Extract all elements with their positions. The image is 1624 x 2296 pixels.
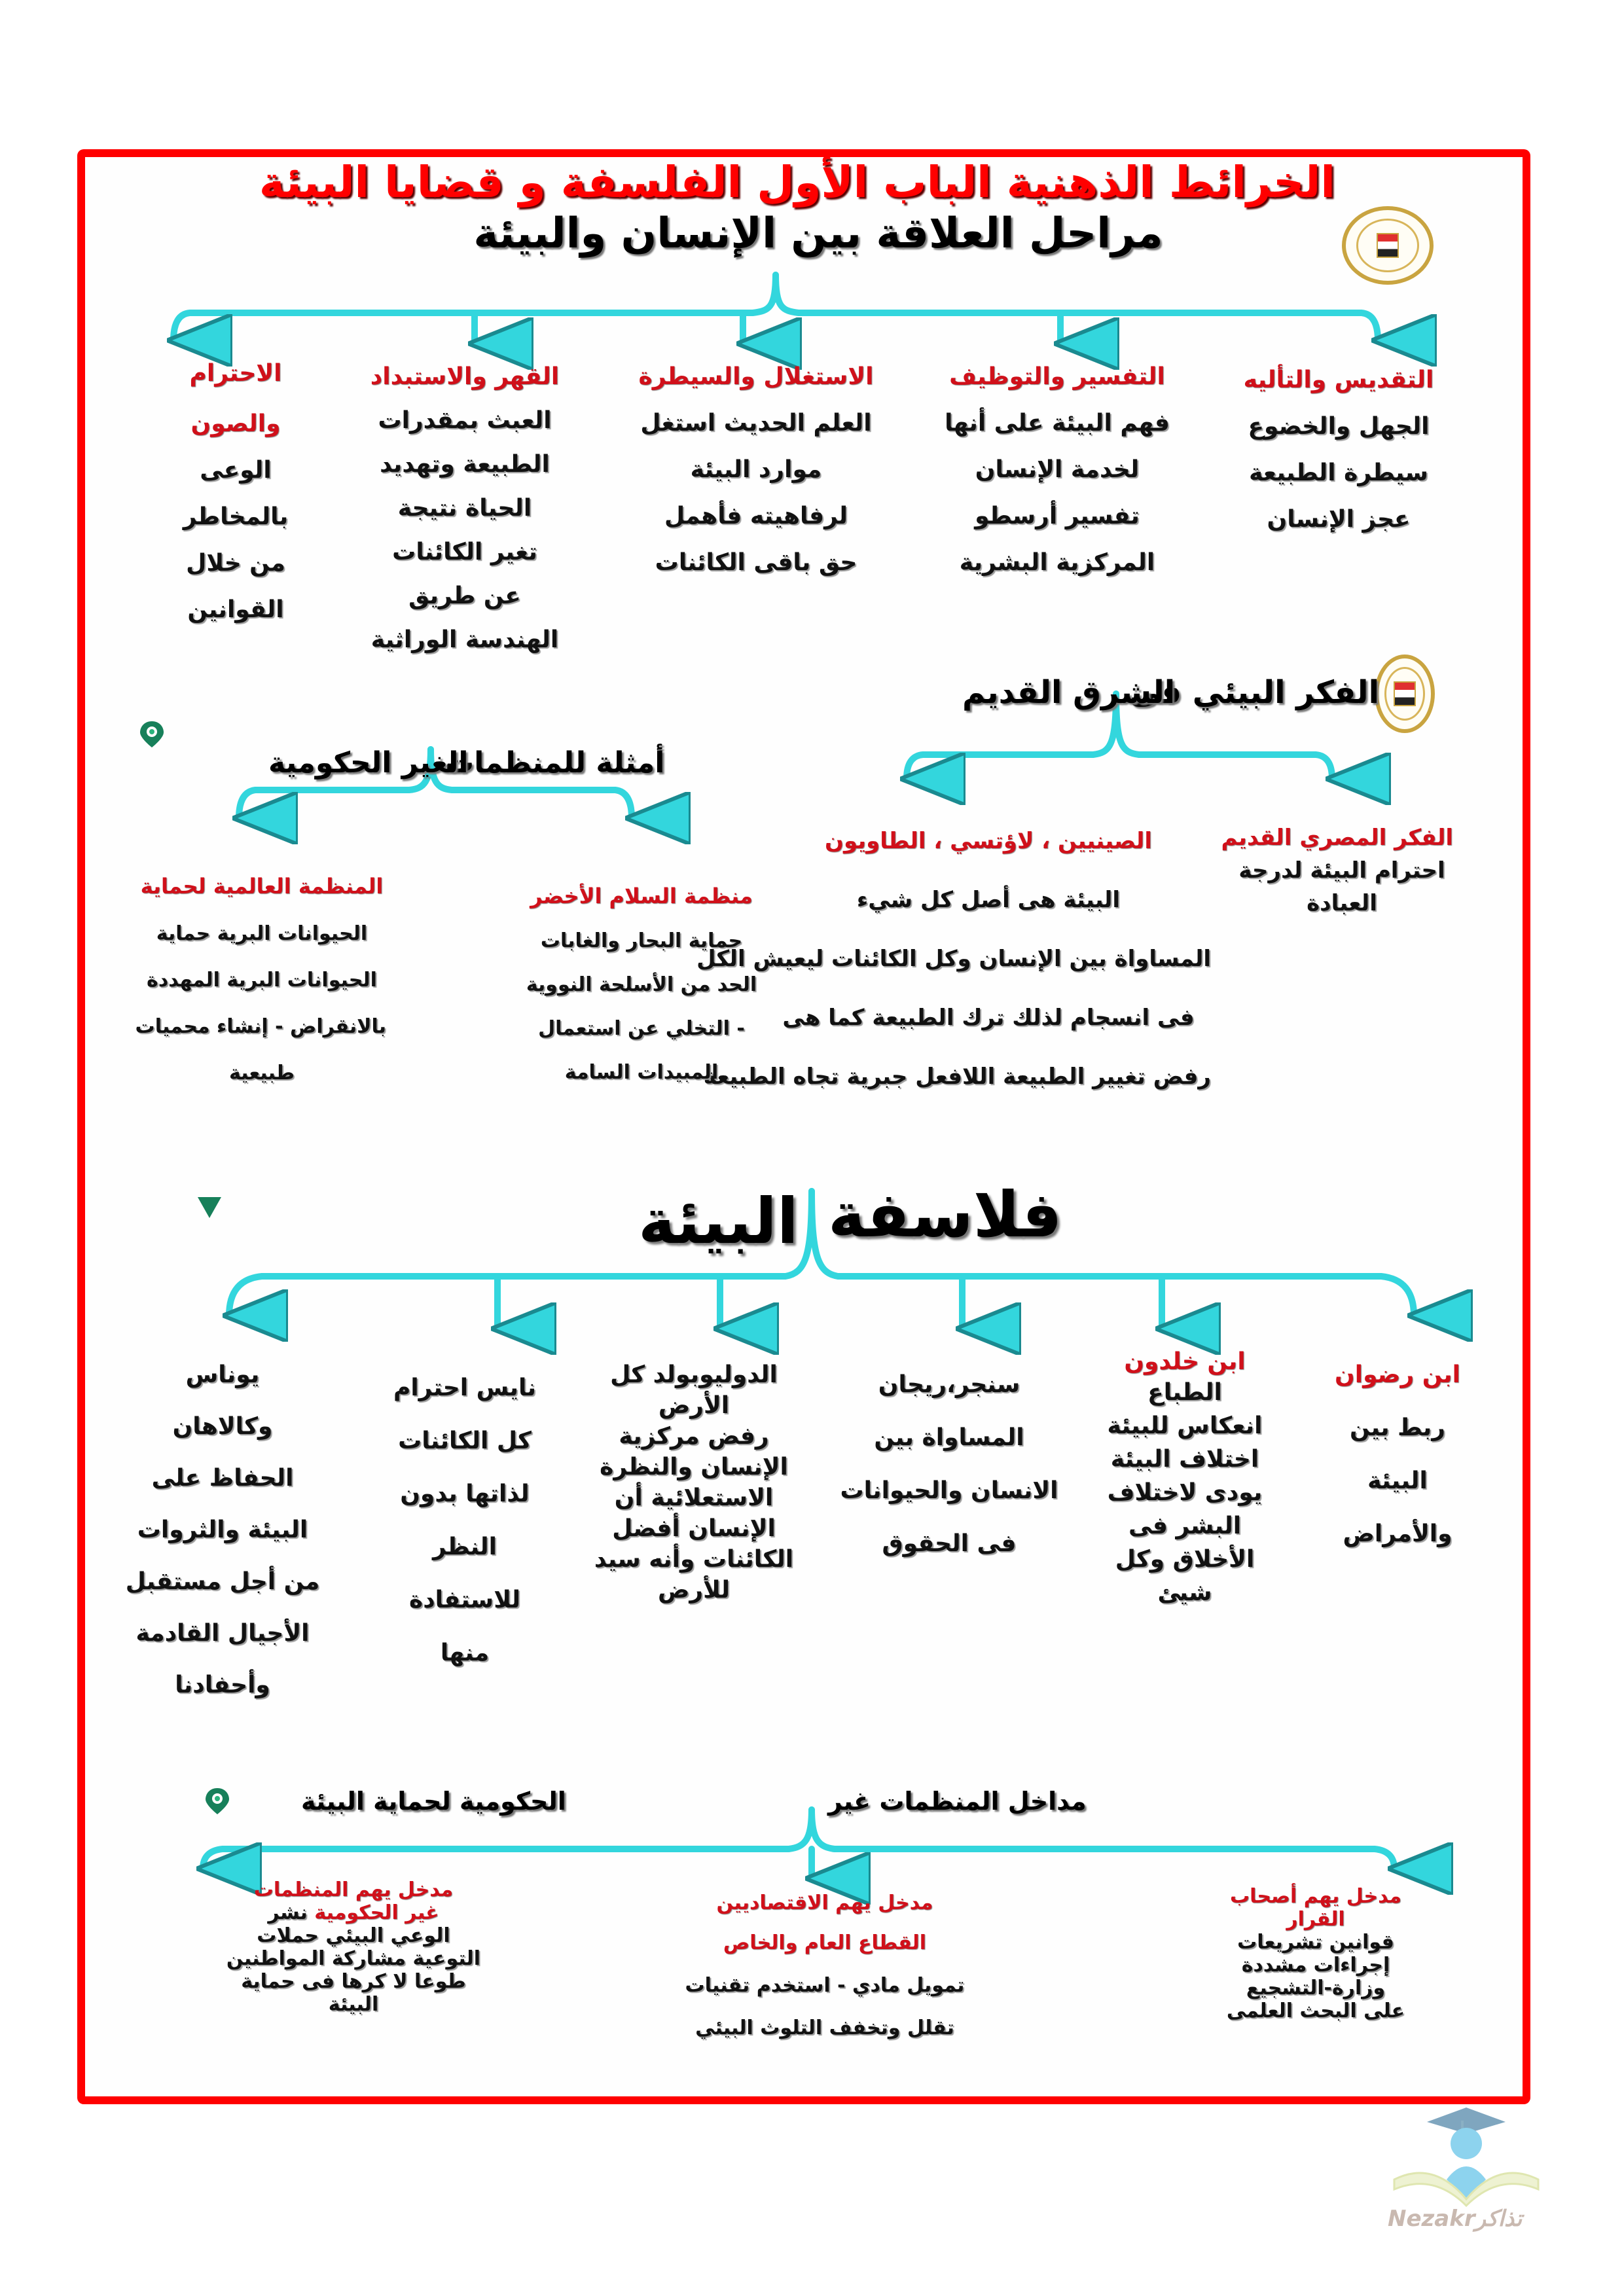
branch-line: البيئة هى أصل كل شيء xyxy=(856,887,1121,913)
stage-column xyxy=(609,363,903,576)
philosopher-line: البشر فى xyxy=(1128,1513,1242,1539)
stage-line: العبث بمقدرات xyxy=(378,407,552,434)
philosopher-line: للأرض xyxy=(657,1577,730,1604)
approach-title: مدخل يهم المنظمات xyxy=(253,1878,454,1901)
approach-title: مدخل يهم الاقتصاديين xyxy=(716,1892,933,1914)
location-pin-icon xyxy=(195,1194,224,1221)
branch-line: احترام البيئة لدرجة xyxy=(1238,857,1445,884)
philosopher-line: وأحفادنا xyxy=(175,1672,270,1698)
philosopher-line: الانسان والحيوانات xyxy=(840,1477,1058,1504)
location-pin-icon xyxy=(203,1787,232,1816)
stage-line: بالمخاطر xyxy=(183,503,289,530)
stage-column xyxy=(347,363,583,653)
stage-line: الجهل والخضوع xyxy=(1248,413,1430,440)
stage-title: القهر والاستبداد xyxy=(370,363,560,390)
philosopher-line: اختلاف البيئة xyxy=(1110,1446,1259,1473)
stage-line: تغير الكائنات xyxy=(392,539,537,565)
stage-line: الطبيعة وتهديد xyxy=(380,451,550,478)
east-branch xyxy=(696,828,1211,1090)
approach-line: الوعي البيئي حملات xyxy=(257,1924,450,1947)
stage-line: العلم الحديث استغل xyxy=(640,410,872,437)
philosopher-line: رفض مركزية xyxy=(619,1423,769,1450)
philosopher-line: للاستفادة xyxy=(408,1587,521,1613)
stage-title: الاستغلال والسيطرة xyxy=(638,363,874,390)
branch-title: المنظمة العالمية لحماية xyxy=(140,874,384,899)
approach-branch xyxy=(164,1878,543,2016)
philosopher-column xyxy=(576,1361,812,1604)
stage-column xyxy=(157,360,314,623)
philosopher-column xyxy=(1316,1361,1479,1547)
philosopher-line: الإنسان أفضل xyxy=(612,1515,776,1542)
ngo-examples-title-1: أمثلة للمنظمات xyxy=(445,746,665,780)
philosopher-line: انعكاس للبيئة xyxy=(1107,1412,1263,1439)
philosopher-line: سنجر،ريجان xyxy=(878,1371,1020,1398)
philosopher-line: الطباع xyxy=(1147,1379,1222,1406)
philosopher-column xyxy=(111,1361,334,1698)
stage-line: فهم البيئة على أنها xyxy=(945,410,1170,437)
approach-title: القرار xyxy=(1286,1908,1345,1931)
philosopher-line: شيئ xyxy=(1157,1579,1212,1606)
philosopher-line: ربط بين xyxy=(1350,1414,1445,1441)
stage-line: لرفاهيته فأهمل xyxy=(664,503,848,529)
approach-line: طوعا لا كرها فى حماية xyxy=(241,1970,466,1993)
stage-title: الاحترام xyxy=(189,360,282,387)
approach-branch xyxy=(589,1892,1060,2039)
stage-line: الوعى xyxy=(200,457,272,484)
branch-line: - التخلي عن استعمال xyxy=(538,1017,745,1040)
ngo-examples-title-2: الغير الحكومية xyxy=(268,746,469,780)
stage-title: التفسير والتوظيف xyxy=(949,363,1165,390)
ngo-branch xyxy=(524,884,759,1084)
branch-line: طبيعية xyxy=(228,1062,295,1085)
stage-line: عجز الإنسان xyxy=(1267,506,1411,533)
approach-line: تمويل مادي - استخدم تقنيات xyxy=(685,1974,965,1997)
philosopher-line: نايس احترام xyxy=(393,1374,537,1401)
main-title: الخرائط الذهنية الباب الأول الفلسفة و قضايا البيئة xyxy=(259,157,1335,207)
stage-line: لخدمة الإنسان xyxy=(975,456,1140,483)
philosopher-line: يودى لاختلاف xyxy=(1107,1479,1263,1506)
stage-column xyxy=(1231,367,1447,533)
ngo-branch xyxy=(137,874,386,1085)
philosopher-line: يوناس xyxy=(185,1361,260,1388)
east-thought-title-2: الشرق القديم xyxy=(962,674,1176,711)
stage-line: من خلال xyxy=(186,550,285,577)
philosopher-column xyxy=(825,1371,1074,1557)
approach-line: التوعية مشاركة المواطنين xyxy=(226,1947,481,1970)
approach-line: تقلل وتخفف التلوث البيئي xyxy=(695,2017,954,2039)
stage-line: سيطرة الطبيعة xyxy=(1249,459,1428,486)
branch-line: المبيدات السامة xyxy=(564,1061,719,1084)
branch-line: فى انسجام لذلك ترك الطبيعة كما هى xyxy=(782,1005,1195,1031)
ngo-approaches-title-2: الحكومية لحماية البيئة xyxy=(301,1787,566,1816)
philosopher-line: النظر xyxy=(432,1534,497,1560)
graduate-book-logo-icon xyxy=(1381,2108,1551,2258)
philosopher-column xyxy=(1087,1348,1283,1606)
philosopher-line: الدوليوبولد كل xyxy=(610,1361,778,1388)
philosophers-title-1: فلاسفة xyxy=(828,1178,1062,1251)
stage-line: الحياة نتيجة xyxy=(397,495,532,522)
ngo-approaches-title-1: مداخل المنظمات غير xyxy=(828,1787,1087,1816)
stage-line: موارد البيئة xyxy=(690,456,822,483)
branch-title: الصينيين ، لاؤتسي ، الطاويون xyxy=(825,828,1152,854)
approach-line: قوانين تشريعات xyxy=(1237,1931,1394,1954)
philosopher-line: من أجل مستقبل xyxy=(125,1568,320,1595)
stage-title: التقديس والتأليه xyxy=(1243,367,1434,393)
philosopher-line: الحفاظ على xyxy=(151,1465,294,1492)
philosopher-line: الأرض xyxy=(658,1392,730,1419)
branch-line: الحيوانات البرية حماية xyxy=(156,922,368,945)
philosopher-line: المساواة بين xyxy=(874,1424,1024,1451)
philosopher-line: فى الحقوق xyxy=(882,1530,1017,1557)
philosopher-line: البيئة xyxy=(1367,1467,1428,1494)
branch-line: الحيوانات البرية المهددة xyxy=(147,969,377,992)
approach-title: القطاع العام والخاص xyxy=(723,1931,927,1954)
east-thought-title-1: الفكر البيئي فى xyxy=(1129,674,1380,711)
approach-branch xyxy=(1152,1885,1479,2022)
branch-line: بالانقراض - إنشاء محميات xyxy=(135,1015,386,1038)
ministry-logo-icon xyxy=(1375,655,1435,733)
philosopher-line: وكالاهان xyxy=(172,1413,273,1440)
approach-line: وزارة-التشجيع xyxy=(1246,1977,1386,2000)
philosopher-line: الكائنات وأنه سيد xyxy=(594,1546,794,1573)
branch-line: رفض تغيير الطبيعة اللافعل جبرية تجاه الطبيعة xyxy=(703,1064,1211,1090)
philosopher-line: البيئة والثروات xyxy=(137,1516,308,1543)
stage-column xyxy=(910,363,1204,576)
stage-line: القوانين xyxy=(187,596,284,623)
branch-line: الحد من الأسلحة النووية xyxy=(526,973,757,996)
philosopher-line: كل الكائنات xyxy=(398,1427,532,1454)
approach-line: نشر xyxy=(268,1901,315,1924)
approach-title: غير الحكومية xyxy=(314,1901,439,1924)
approach-line: البيئة xyxy=(328,1993,379,2016)
philosopher-line: الاستعلائية أن xyxy=(614,1484,774,1511)
stage-line: تفسير أرسطو xyxy=(975,503,1140,529)
philosopher-line: الأخلاق وكل xyxy=(1115,1546,1255,1573)
branch-title: الفكر المصري القديم xyxy=(1221,825,1453,851)
stage-line: عن طريق xyxy=(408,583,521,609)
philosopher-column xyxy=(367,1374,563,1666)
philosopher-name: ابن خلدون xyxy=(1124,1348,1246,1375)
approach-line: إجراءات مشددة xyxy=(1241,1954,1390,1977)
philosophers-title-2: البيئة xyxy=(638,1185,799,1258)
branch-line: حماية البحار والغابات xyxy=(540,929,743,952)
philosopher-line: والأمراض xyxy=(1343,1520,1453,1547)
subtitle: مراحل العلاقة بين الإنسان والبيئة xyxy=(473,209,1163,258)
ministry-logo-icon xyxy=(1342,206,1434,285)
philosopher-name: ابن رضوان xyxy=(1335,1361,1460,1388)
stage-title: والصون xyxy=(190,410,281,437)
watermark-text: Nezakrتذاكر xyxy=(1388,2206,1523,2232)
branch-title: منظمة السلام الأخضر xyxy=(530,884,753,908)
east-branch xyxy=(1221,825,1453,916)
stage-line: الهندسة الوراثية xyxy=(370,626,559,653)
philosopher-line: الأجيال القادمة xyxy=(135,1620,310,1647)
philosopher-line: لذاتها بدون xyxy=(400,1480,530,1507)
location-pin-icon xyxy=(137,720,166,749)
approach-title: مدخل يهم أصحاب xyxy=(1229,1885,1402,1908)
branch-line: المساواة بين الإنسان وكل الكائنات ليعيش الكل xyxy=(696,946,1211,972)
approach-line: على البحث العلمى xyxy=(1226,2000,1405,2022)
philosopher-line: منها xyxy=(440,1640,490,1666)
stage-line: حق باقى الكائنات xyxy=(655,549,857,576)
branch-line: العبادة xyxy=(1307,890,1377,916)
stage-line: المركزية البشرية xyxy=(959,549,1155,576)
philosopher-line: الإنسان والنظرة xyxy=(600,1454,788,1480)
